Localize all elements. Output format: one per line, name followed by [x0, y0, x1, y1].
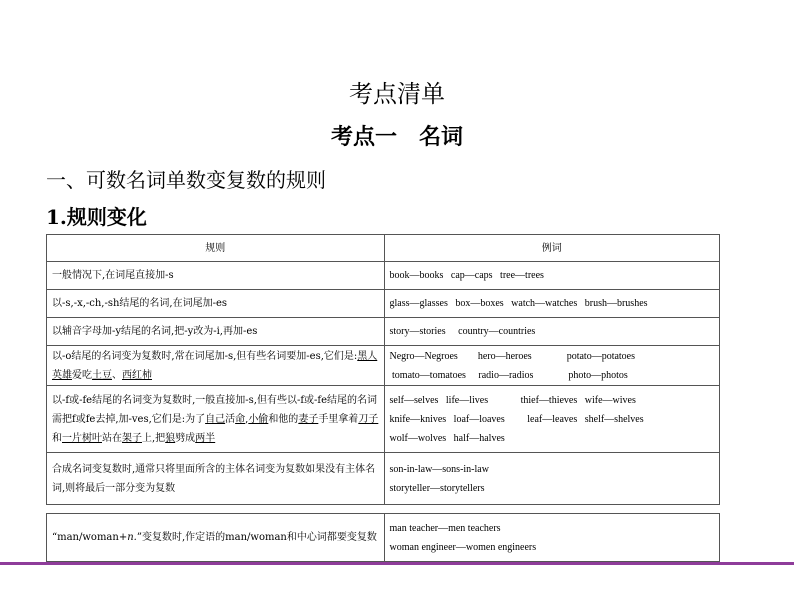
underlined-mnemonic: 土豆 — [92, 369, 112, 381]
rule-cell — [47, 346, 385, 386]
rules-table — [46, 234, 720, 505]
table-header-row — [47, 235, 720, 262]
example-line: book—books cap—caps tree—trees — [389, 270, 544, 281]
rule-text: n. — [127, 532, 137, 543]
table-row — [47, 346, 720, 386]
examples-cell — [384, 386, 719, 453]
table-row — [47, 318, 720, 346]
rule-text: 合成名词变复数时,通常只将里面所含的主体名词变为复数如果没有主体名词,则将最后一部分变为复数 — [52, 463, 376, 494]
page-title: 考点清单 — [349, 80, 445, 108]
example-line: story—stories country—countries — [389, 326, 536, 337]
underlined-mnemonic: 西红柿 — [122, 369, 152, 381]
table-row — [47, 262, 720, 290]
underlined-mnemonic: 一片树叶 — [62, 432, 102, 444]
underlined-mnemonic: 刀子 — [358, 413, 379, 425]
header-rule: 规则 — [47, 235, 385, 262]
examples-cell — [384, 453, 719, 505]
underlined-mnemonic: 架子 — [122, 432, 142, 444]
rule-cell — [47, 386, 385, 453]
underlined-mnemonic: 妻子 — [298, 413, 319, 425]
rule-cell — [47, 453, 385, 505]
rule-text: “man/woman+ — [52, 532, 128, 543]
example-line: Negro—Negroes hero—heroes potato—potatoes — [389, 350, 636, 362]
rule-text: 一般情况下,在词尾直接加-s — [52, 270, 174, 281]
examples-cell — [384, 318, 719, 346]
rule-text: 以辅音字母加-y结尾的名词,把-y改为-i,再加-es — [52, 326, 258, 337]
subsection-heading: 1.规则变化 — [46, 205, 147, 229]
footer-bar — [0, 562, 794, 565]
rule-text: 以-f或-fe结尾的名词变为复数时,一般直接加-s,但有些以-f或-fe结尾的名词需把f或fe去掉,加-ves,它们是:为了 — [52, 394, 378, 425]
example-line: son-in-law—sons-in-law — [389, 463, 489, 475]
rule-text: 和 — [52, 432, 62, 444]
example-line: self—selves life—lives thief—thieves wife—wives — [389, 394, 636, 406]
rule-text: 、 — [112, 369, 122, 381]
example-line: knife—knives loaf—loaves leaf—leaves shelf—shelves — [389, 413, 644, 425]
rule-text: 以-s,-x,-ch,-sh结尾的名词,在词尾加-es — [52, 298, 228, 309]
example-line: man teacher—men teachers — [389, 522, 501, 534]
underlined-mnemonic: 两半 — [195, 432, 216, 444]
example-line: tomato—tomatoes radio—radios photo—photos — [389, 369, 628, 381]
examples-cell — [384, 262, 719, 290]
examples-cell — [384, 514, 719, 562]
rule-text: 站在 — [102, 432, 122, 444]
rule-text: 活 — [225, 413, 236, 425]
rule-cell — [47, 318, 385, 346]
extra-rules-table — [46, 513, 720, 562]
rule-text: , — [245, 413, 249, 425]
examples-cell — [384, 346, 719, 386]
rule-text: ”变复数时,作定语的man/woman和中心词都要变复数 — [136, 532, 377, 543]
topic-title: 考点一 名词 — [330, 124, 463, 150]
rule-cell — [47, 514, 385, 562]
rule-text: 上,把 — [142, 432, 166, 444]
example-line: woman engineer—women engineers — [389, 541, 537, 553]
underlined-mnemonic: 命 — [235, 413, 246, 425]
rule-text: 劈成 — [175, 432, 196, 444]
examples-cell — [384, 290, 719, 318]
rule-text: 爱吃 — [72, 369, 92, 381]
underlined-mnemonic: 自己 — [205, 413, 226, 425]
table-row — [47, 453, 720, 505]
rule-text: 手里拿着 — [318, 413, 359, 425]
underlined-mnemonic: 狼 — [165, 432, 176, 444]
underlined-mnemonic: 黑人英雄 — [52, 350, 378, 381]
rule-cell — [47, 290, 385, 318]
header-examples: 例词 — [384, 235, 719, 262]
rule-text: 和他的 — [268, 413, 299, 425]
rule-text: 以-o结尾的名词变为复数时,常在词尾加-s,但有些名词要加-es,它们是: — [52, 350, 358, 362]
section-heading: 一、可数名词单数变复数的规则 — [46, 168, 326, 192]
example-line: wolf—wolves half—halves — [389, 432, 505, 444]
table-row — [47, 290, 720, 318]
table-row — [47, 386, 720, 453]
table-row — [47, 514, 720, 562]
rule-cell — [47, 262, 385, 290]
example-line: storyteller—storytellers — [389, 482, 485, 494]
underlined-mnemonic: 小偷 — [248, 413, 269, 425]
example-line: glass—glasses box—boxes watch—watches brush—brushes — [389, 298, 648, 309]
